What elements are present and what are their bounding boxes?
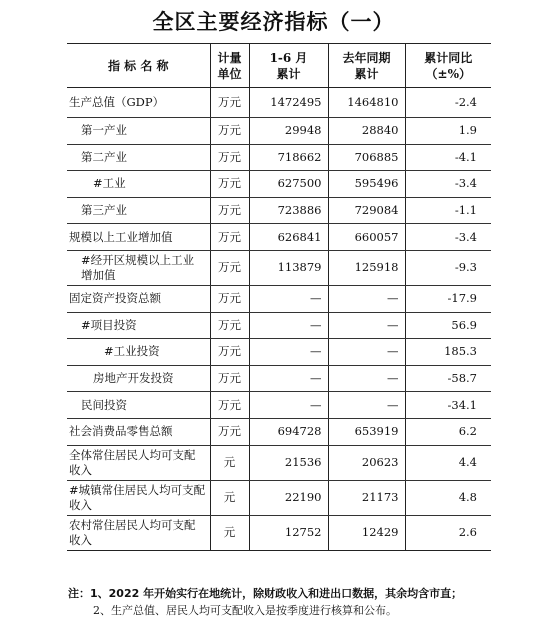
row-name: 房地产开发投资	[67, 365, 210, 392]
row-name: #经开区规模以上工业增加值	[67, 250, 210, 285]
row-previous: 12429	[328, 515, 405, 550]
row-name: 生产总值（GDP）	[67, 88, 210, 118]
row-yoy: 185.3	[405, 339, 491, 366]
row-name: #工业投资	[67, 339, 210, 366]
row-cumulative: —	[249, 285, 328, 312]
table-row	[67, 418, 491, 445]
row-name: 农村常住居民人均可支配收入	[67, 515, 210, 550]
header-cumulative-line1: 1-6 月	[269, 50, 308, 65]
row-unit: 万元	[210, 418, 249, 445]
row-cumulative: —	[249, 365, 328, 392]
row-name: 第三产业	[67, 197, 210, 224]
row-cumulative: —	[249, 312, 328, 339]
row-name: 第一产业	[67, 118, 210, 145]
row-yoy: 4.8	[405, 480, 491, 515]
table-row	[67, 515, 491, 550]
table-row	[67, 197, 491, 224]
header-previous	[328, 44, 405, 88]
row-cumulative: 694728	[249, 418, 328, 445]
header-previous-line2: 累计	[354, 66, 379, 81]
row-cumulative: 626841	[249, 224, 328, 251]
row-unit: 万元	[210, 88, 249, 118]
row-name: #工业	[67, 171, 210, 198]
row-name: 第二产业	[67, 144, 210, 171]
row-unit: 万元	[210, 171, 249, 198]
row-yoy: -34.1	[405, 392, 491, 419]
table-row	[67, 392, 491, 419]
row-yoy: 6.2	[405, 418, 491, 445]
row-unit: 万元	[210, 197, 249, 224]
footnote-2: 2、生产总值、居民人均可支配收入是按季度进行核算和公布。	[93, 604, 397, 617]
row-previous: 28840	[328, 118, 405, 145]
row-yoy: -9.3	[405, 250, 491, 285]
row-previous: 20623	[328, 445, 405, 480]
row-yoy: 1.9	[405, 118, 491, 145]
row-name: 规模以上工业增加值	[67, 224, 210, 251]
row-previous: —	[328, 339, 405, 366]
row-previous: 21173	[328, 480, 405, 515]
row-yoy: -1.1	[405, 197, 491, 224]
table-row	[67, 285, 491, 312]
table-row	[67, 339, 491, 366]
row-cumulative: —	[249, 392, 328, 419]
row-name: 固定资产投资总额	[67, 285, 210, 312]
header-name: 指 标 名 称	[67, 44, 210, 88]
table-row	[67, 118, 491, 145]
row-cumulative: 113879	[249, 250, 328, 285]
header-unit-line2: 单位	[217, 66, 242, 81]
row-yoy: -4.1	[405, 144, 491, 171]
row-unit: 元	[210, 445, 249, 480]
header-yoy-line1: 累计同比	[424, 50, 473, 65]
row-yoy: -58.7	[405, 365, 491, 392]
row-cumulative: 627500	[249, 171, 328, 198]
row-unit: 万元	[210, 365, 249, 392]
row-yoy: 4.4	[405, 445, 491, 480]
header-yoy-line2: （±%）	[425, 66, 471, 81]
table-row	[67, 144, 491, 171]
row-unit: 元	[210, 480, 249, 515]
header-unit-line1: 计量	[217, 50, 242, 65]
table-row	[67, 480, 491, 515]
row-unit: 万元	[210, 224, 249, 251]
row-previous: 125918	[328, 250, 405, 285]
row-previous: 1464810	[328, 88, 405, 118]
row-yoy: -3.4	[405, 224, 491, 251]
row-name: #项目投资	[67, 312, 210, 339]
indicators-table	[67, 43, 491, 551]
row-cumulative: 12752	[249, 515, 328, 550]
row-previous: 729084	[328, 197, 405, 224]
row-previous: 595496	[328, 171, 405, 198]
row-unit: 万元	[210, 312, 249, 339]
page-title: 全区主要经济指标（一）	[152, 10, 395, 34]
table-row	[67, 365, 491, 392]
row-previous: 706885	[328, 144, 405, 171]
row-yoy: -17.9	[405, 285, 491, 312]
row-unit: 元	[210, 515, 249, 550]
row-name: 全体常住居民人均可支配收入	[67, 445, 210, 480]
header-unit	[210, 44, 249, 88]
table-row	[67, 224, 491, 251]
table-row	[67, 312, 491, 339]
row-cumulative: 22190	[249, 480, 328, 515]
footnotes	[68, 585, 462, 619]
row-name: 社会消费品零售总额	[67, 418, 210, 445]
row-previous: —	[328, 365, 405, 392]
row-cumulative: 1472495	[249, 88, 328, 118]
row-unit: 万元	[210, 144, 249, 171]
row-yoy: -3.4	[405, 171, 491, 198]
row-cumulative: 723886	[249, 197, 328, 224]
row-name: #城镇常住居民人均可支配收入	[67, 480, 210, 515]
row-cumulative: —	[249, 339, 328, 366]
row-cumulative: 718662	[249, 144, 328, 171]
table-row	[67, 88, 491, 118]
row-previous: —	[328, 392, 405, 419]
header-cumulative-line2: 累计	[276, 66, 301, 81]
table-row	[67, 445, 491, 480]
table-row	[67, 171, 491, 198]
row-name: 民间投资	[67, 392, 210, 419]
row-unit: 万元	[210, 118, 249, 145]
header-yoy	[405, 44, 491, 88]
table-row	[67, 250, 491, 285]
row-cumulative: 21536	[249, 445, 328, 480]
row-yoy: 2.6	[405, 515, 491, 550]
row-previous: —	[328, 285, 405, 312]
row-unit: 万元	[210, 392, 249, 419]
header-cumulative	[249, 44, 328, 88]
row-cumulative: 29948	[249, 118, 328, 145]
header-previous-line1: 去年同期	[342, 50, 391, 65]
row-previous: 660057	[328, 224, 405, 251]
row-previous: —	[328, 312, 405, 339]
row-yoy: 56.9	[405, 312, 491, 339]
row-unit: 万元	[210, 285, 249, 312]
footnote-1: 注：1、2022 年开始实行在地统计，除财政收入和进出口数据，其余均含市直；	[68, 587, 463, 600]
row-yoy: -2.4	[405, 88, 491, 118]
row-unit: 万元	[210, 250, 249, 285]
header-row	[67, 44, 491, 88]
row-previous: 653919	[328, 418, 405, 445]
row-unit: 万元	[210, 339, 249, 366]
